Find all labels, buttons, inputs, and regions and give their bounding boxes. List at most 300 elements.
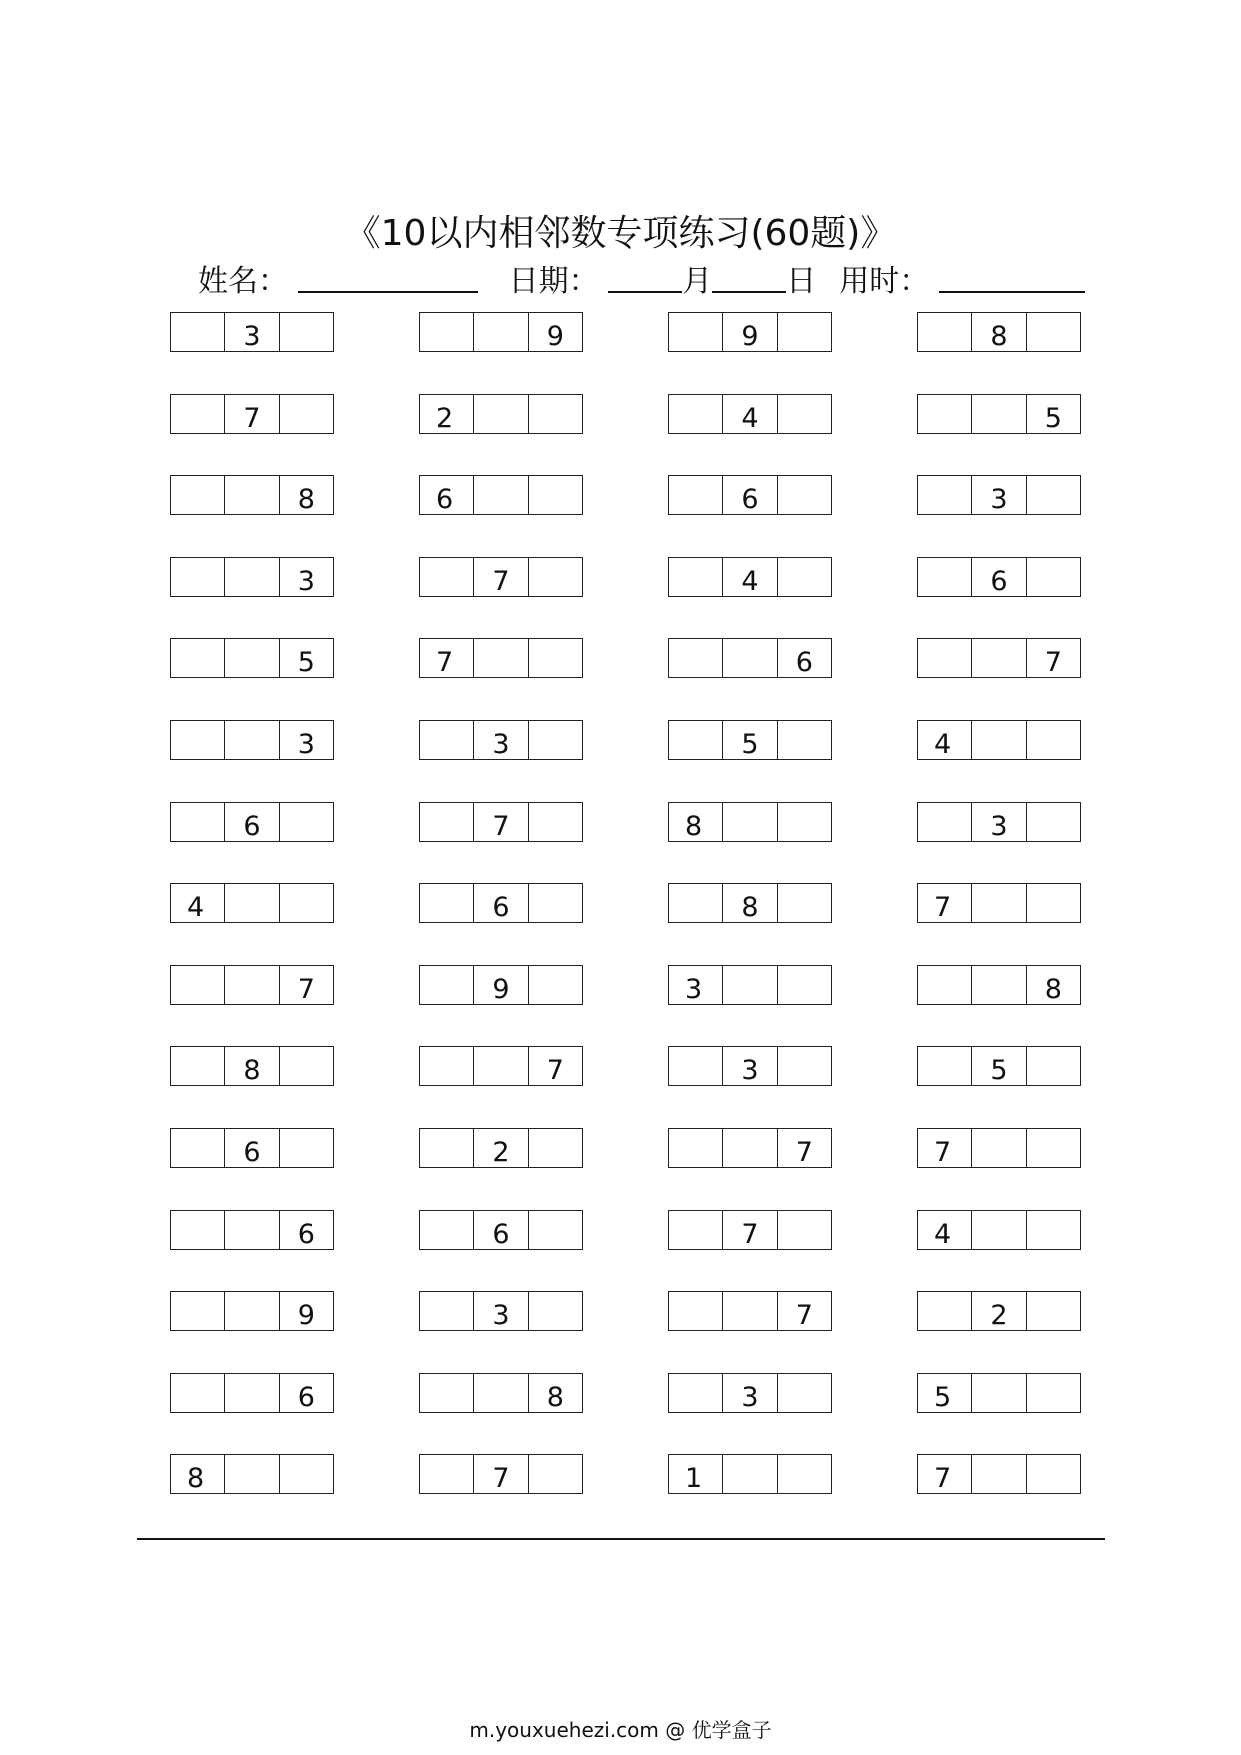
given-number-cell [972, 476, 1026, 514]
adjacent-number-problem [419, 1046, 583, 1086]
given-number-cell [723, 884, 777, 922]
answer-cell[interactable] [918, 1292, 972, 1330]
worksheet-title: 《10以内相邻数专项练习(60题)》 [344, 213, 897, 254]
cell-number: 5 [934, 1382, 952, 1413]
answer-cell[interactable] [171, 721, 225, 759]
cell-number: 3 [990, 484, 1008, 515]
answer-cell[interactable] [972, 721, 1026, 759]
adjacent-number-problem [917, 638, 1081, 678]
adjacent-number-problem [917, 475, 1081, 515]
cell-number: 8 [546, 1382, 564, 1413]
answer-cell[interactable] [723, 966, 777, 1004]
given-number-cell [918, 1455, 972, 1493]
answer-cell[interactable] [225, 1292, 279, 1330]
answer-cell[interactable] [529, 884, 582, 922]
answer-cell[interactable] [723, 639, 777, 677]
answer-cell[interactable] [529, 721, 582, 759]
cell-number: 2 [436, 403, 454, 434]
answer-cell[interactable] [918, 476, 972, 514]
answer-cell[interactable] [972, 1129, 1026, 1167]
answer-cell[interactable] [171, 1047, 225, 1085]
answer-cell[interactable] [225, 721, 279, 759]
cell-number: 8 [685, 811, 703, 842]
adjacent-number-problem [668, 1210, 832, 1250]
cell-number: 7 [795, 1137, 813, 1168]
adjacent-number-problem [917, 394, 1081, 434]
adjacent-number-problem [170, 1373, 334, 1413]
answer-cell[interactable] [225, 1374, 279, 1412]
given-number-cell [972, 558, 1026, 596]
answer-cell[interactable] [1027, 1292, 1080, 1330]
answer-cell[interactable] [972, 884, 1026, 922]
given-number-cell [280, 558, 333, 596]
adjacent-number-problem [170, 965, 334, 1005]
adjacent-number-problem [170, 883, 334, 923]
adjacent-number-problem [917, 1373, 1081, 1413]
given-number-cell [420, 639, 474, 677]
cell-number: 6 [243, 811, 261, 842]
answer-cell[interactable] [529, 1211, 582, 1249]
answer-cell[interactable] [420, 1374, 474, 1412]
adjacent-number-problem [170, 394, 334, 434]
cell-number: 7 [795, 1300, 813, 1331]
answer-cell[interactable] [1027, 1129, 1080, 1167]
answer-cell[interactable] [474, 476, 528, 514]
answer-cell[interactable] [420, 721, 474, 759]
adjacent-number-problem [668, 475, 832, 515]
adjacent-number-problem [917, 557, 1081, 597]
answer-cell[interactable] [669, 1129, 723, 1167]
answer-cell[interactable] [171, 1374, 225, 1412]
given-number-cell [280, 476, 333, 514]
adjacent-number-problem [419, 638, 583, 678]
answer-cell[interactable] [420, 1292, 474, 1330]
adjacent-number-problem [419, 312, 583, 352]
cell-number: 3 [685, 974, 703, 1005]
cell-number: 3 [243, 321, 261, 352]
cell-number: 7 [297, 974, 315, 1005]
day-label: 日 [786, 264, 817, 299]
cell-number: 9 [492, 974, 510, 1005]
adjacent-number-problem [917, 1210, 1081, 1250]
adjacent-number-problem [419, 802, 583, 842]
given-number-cell [280, 721, 333, 759]
cell-number: 3 [297, 566, 315, 597]
given-number-cell [778, 1292, 831, 1330]
given-number-cell [723, 721, 777, 759]
adjacent-number-problem [917, 1046, 1081, 1086]
given-number-cell [171, 1455, 225, 1493]
answer-cell[interactable] [669, 1292, 723, 1330]
cell-number: 8 [990, 321, 1008, 352]
cell-number: 4 [934, 729, 952, 760]
given-number-cell [529, 313, 582, 351]
adjacent-number-problem [419, 475, 583, 515]
given-number-cell [280, 1211, 333, 1249]
answer-cell[interactable] [669, 313, 723, 351]
adjacent-number-problem [668, 557, 832, 597]
given-number-cell [280, 1292, 333, 1330]
answer-cell[interactable] [918, 1047, 972, 1085]
answer-cell[interactable] [474, 639, 528, 677]
cell-number: 3 [492, 729, 510, 760]
answer-cell[interactable] [225, 476, 279, 514]
adjacent-number-problem [419, 394, 583, 434]
given-number-cell [669, 966, 723, 1004]
answer-cell[interactable] [420, 313, 474, 351]
answer-cell[interactable] [474, 313, 528, 351]
answer-cell[interactable] [1027, 313, 1080, 351]
given-number-cell [474, 1455, 528, 1493]
answer-cell[interactable] [723, 1292, 777, 1330]
adjacent-number-problem [668, 1291, 832, 1331]
cell-number: 4 [741, 566, 759, 597]
answer-cell[interactable] [171, 1211, 225, 1249]
given-number-cell [529, 1047, 582, 1085]
adjacent-number-problem [917, 965, 1081, 1005]
adjacent-number-problem [668, 802, 832, 842]
answer-cell[interactable] [529, 395, 582, 433]
answer-cell[interactable] [529, 1292, 582, 1330]
answer-cell[interactable] [972, 395, 1026, 433]
adjacent-number-problem [917, 1454, 1081, 1494]
answer-cell[interactable] [723, 803, 777, 841]
cell-number: 3 [741, 1055, 759, 1086]
cell-number: 2 [990, 1300, 1008, 1331]
answer-cell[interactable] [778, 884, 831, 922]
answer-cell[interactable] [972, 639, 1026, 677]
cell-number: 7 [243, 403, 261, 434]
cell-number: 4 [187, 892, 205, 923]
cell-number: 7 [492, 566, 510, 597]
answer-cell[interactable] [280, 1455, 333, 1493]
answer-cell[interactable] [474, 1374, 528, 1412]
cell-number: 6 [990, 566, 1008, 597]
answer-cell[interactable] [1027, 558, 1080, 596]
given-number-cell [723, 1211, 777, 1249]
cell-number: 7 [436, 647, 454, 678]
cell-number: 6 [297, 1382, 315, 1413]
answer-cell[interactable] [280, 1047, 333, 1085]
answer-cell[interactable] [723, 1455, 777, 1493]
answer-cell[interactable] [778, 313, 831, 351]
adjacent-number-problem [419, 1373, 583, 1413]
answer-cell[interactable] [529, 1455, 582, 1493]
cell-number: 6 [436, 484, 454, 515]
cell-number: 3 [492, 1300, 510, 1331]
adjacent-number-problem [419, 965, 583, 1005]
cell-number: 8 [187, 1463, 205, 1494]
given-number-cell [1027, 966, 1080, 1004]
adjacent-number-problem [170, 802, 334, 842]
answer-cell[interactable] [778, 721, 831, 759]
given-number-cell [225, 803, 279, 841]
answer-cell[interactable] [778, 558, 831, 596]
cell-number: 6 [297, 1219, 315, 1250]
answer-cell[interactable] [972, 1374, 1026, 1412]
given-number-cell [669, 1455, 723, 1493]
answer-cell[interactable] [474, 1047, 528, 1085]
given-number-cell [1027, 395, 1080, 433]
adjacent-number-problem [419, 1210, 583, 1250]
cell-number: 7 [492, 811, 510, 842]
cell-number: 4 [934, 1219, 952, 1250]
given-number-cell [420, 476, 474, 514]
given-number-cell [225, 1129, 279, 1167]
answer-cell[interactable] [420, 1455, 474, 1493]
given-number-cell [474, 721, 528, 759]
answer-cell[interactable] [778, 1374, 831, 1412]
given-number-cell [474, 966, 528, 1004]
answer-cell[interactable] [669, 1374, 723, 1412]
adjacent-number-problem [917, 802, 1081, 842]
answer-cell[interactable] [1027, 476, 1080, 514]
answer-cell[interactable] [1027, 1211, 1080, 1249]
given-number-cell [225, 395, 279, 433]
given-number-cell [420, 395, 474, 433]
cell-number: 7 [741, 1219, 759, 1250]
answer-cell[interactable] [225, 966, 279, 1004]
cell-number: 4 [741, 403, 759, 434]
adjacent-number-problem [170, 720, 334, 760]
answer-cell[interactable] [171, 639, 225, 677]
given-number-cell [171, 884, 225, 922]
answer-cell[interactable] [420, 1047, 474, 1085]
answer-cell[interactable] [280, 1129, 333, 1167]
cell-number: 2 [492, 1137, 510, 1168]
cell-number: 6 [243, 1137, 261, 1168]
month-label: 月 [682, 264, 713, 299]
answer-cell[interactable] [420, 966, 474, 1004]
answer-cell[interactable] [918, 803, 972, 841]
answer-cell[interactable] [972, 1211, 1026, 1249]
answer-cell[interactable] [225, 1455, 279, 1493]
answer-cell[interactable] [972, 1455, 1026, 1493]
answer-cell[interactable] [171, 803, 225, 841]
adjacent-number-problem [668, 394, 832, 434]
cell-number: 8 [243, 1055, 261, 1086]
given-number-cell [474, 803, 528, 841]
cell-number: 9 [546, 321, 564, 352]
answer-cell[interactable] [171, 1129, 225, 1167]
answer-cell[interactable] [1027, 884, 1080, 922]
date-label: 日期： [508, 264, 599, 299]
answer-cell[interactable] [669, 721, 723, 759]
given-number-cell [280, 639, 333, 677]
given-number-cell [918, 1129, 972, 1167]
answer-cell[interactable] [474, 395, 528, 433]
answer-cell[interactable] [669, 395, 723, 433]
answer-cell[interactable] [529, 966, 582, 1004]
answer-cell[interactable] [918, 966, 972, 1004]
answer-cell[interactable] [669, 476, 723, 514]
given-number-cell [474, 1129, 528, 1167]
given-number-cell [723, 395, 777, 433]
adjacent-number-problem [668, 638, 832, 678]
answer-cell[interactable] [778, 476, 831, 514]
cell-number: 5 [1044, 403, 1062, 434]
cell-number: 7 [934, 1463, 952, 1494]
given-number-cell [723, 558, 777, 596]
answer-cell[interactable] [918, 639, 972, 677]
answer-cell[interactable] [778, 1211, 831, 1249]
adjacent-number-problem [668, 1373, 832, 1413]
footer-watermark: m.youxuehezi.com @ 优学盒子 [469, 1718, 772, 1742]
answer-cell[interactable] [171, 966, 225, 1004]
adjacent-number-problem [668, 1046, 832, 1086]
cell-number: 3 [990, 811, 1008, 842]
adjacent-number-problem [668, 965, 832, 1005]
answer-cell[interactable] [420, 803, 474, 841]
adjacent-number-problem [170, 1128, 334, 1168]
adjacent-number-problem [917, 1128, 1081, 1168]
adjacent-number-problem [419, 1128, 583, 1168]
answer-cell[interactable] [778, 395, 831, 433]
adjacent-number-problem [170, 1291, 334, 1331]
answer-cell[interactable] [225, 1211, 279, 1249]
answer-cell[interactable] [171, 1292, 225, 1330]
answer-cell[interactable] [778, 966, 831, 1004]
given-number-cell [972, 1292, 1026, 1330]
given-number-cell [225, 313, 279, 351]
cell-number: 5 [741, 729, 759, 760]
answer-cell[interactable] [972, 966, 1026, 1004]
answer-cell[interactable] [1027, 721, 1080, 759]
answer-cell[interactable] [420, 884, 474, 922]
given-number-cell [972, 1047, 1026, 1085]
answer-cell[interactable] [420, 1211, 474, 1249]
answer-cell[interactable] [280, 313, 333, 351]
cell-number: 6 [741, 484, 759, 515]
given-number-cell [280, 1374, 333, 1412]
answer-cell[interactable] [225, 884, 279, 922]
cell-number: 1 [685, 1463, 703, 1494]
given-number-cell [972, 313, 1026, 351]
answer-cell[interactable] [669, 558, 723, 596]
adjacent-number-problem [419, 1291, 583, 1331]
given-number-cell [225, 1047, 279, 1085]
given-number-cell [474, 558, 528, 596]
answer-cell[interactable] [669, 884, 723, 922]
answer-cell[interactable] [778, 1047, 831, 1085]
cell-number: 7 [934, 892, 952, 923]
answer-cell[interactable] [918, 558, 972, 596]
given-number-cell [918, 1211, 972, 1249]
answer-cell[interactable] [529, 476, 582, 514]
cell-number: 6 [492, 892, 510, 923]
given-number-cell [669, 803, 723, 841]
adjacent-number-problem [170, 312, 334, 352]
time-label: 用时： [839, 264, 930, 299]
adjacent-number-problem [419, 1454, 583, 1494]
answer-cell[interactable] [171, 395, 225, 433]
given-number-cell [474, 1292, 528, 1330]
answer-cell[interactable] [280, 884, 333, 922]
answer-cell[interactable] [225, 639, 279, 677]
adjacent-number-problem [170, 557, 334, 597]
answer-cell[interactable] [420, 1129, 474, 1167]
cell-number: 5 [297, 647, 315, 678]
answer-cell[interactable] [918, 395, 972, 433]
answer-cell[interactable] [420, 558, 474, 596]
given-number-cell [778, 1129, 831, 1167]
cell-number: 9 [297, 1300, 315, 1331]
given-number-cell [972, 803, 1026, 841]
cell-number: 3 [297, 729, 315, 760]
given-number-cell [529, 1374, 582, 1412]
cell-number: 6 [492, 1219, 510, 1250]
answer-cell[interactable] [778, 1455, 831, 1493]
adjacent-number-problem [170, 475, 334, 515]
given-number-cell [474, 1211, 528, 1249]
cell-number: 6 [795, 647, 813, 678]
adjacent-number-problem [170, 1046, 334, 1086]
answer-cell[interactable] [669, 1047, 723, 1085]
answer-cell[interactable] [669, 639, 723, 677]
answer-cell[interactable] [1027, 1455, 1080, 1493]
adjacent-number-problem [668, 883, 832, 923]
name-label: 姓名： [198, 264, 288, 299]
adjacent-number-problem [419, 883, 583, 923]
adjacent-number-problem [170, 1454, 334, 1494]
cell-number: 7 [546, 1055, 564, 1086]
given-number-cell [474, 884, 528, 922]
adjacent-number-problem [917, 720, 1081, 760]
answer-cell[interactable] [669, 1211, 723, 1249]
cell-number: 8 [741, 892, 759, 923]
given-number-cell [723, 313, 777, 351]
answer-cell[interactable] [529, 639, 582, 677]
cell-number: 7 [492, 1463, 510, 1494]
answer-cell[interactable] [171, 558, 225, 596]
answer-cell[interactable] [918, 313, 972, 351]
adjacent-number-problem [170, 1210, 334, 1250]
given-number-cell [1027, 639, 1080, 677]
answer-cell[interactable] [529, 558, 582, 596]
cell-number: 3 [741, 1382, 759, 1413]
adjacent-number-problem [917, 312, 1081, 352]
adjacent-number-problem [668, 720, 832, 760]
adjacent-number-problem [419, 720, 583, 760]
given-number-cell [723, 1047, 777, 1085]
adjacent-number-problem [419, 557, 583, 597]
answer-cell[interactable] [529, 803, 582, 841]
answer-cell[interactable] [778, 803, 831, 841]
given-number-cell [280, 966, 333, 1004]
answer-cell[interactable] [1027, 803, 1080, 841]
answer-cell[interactable] [1027, 1374, 1080, 1412]
answer-cell[interactable] [280, 803, 333, 841]
adjacent-number-problem [668, 1128, 832, 1168]
answer-cell[interactable] [529, 1129, 582, 1167]
adjacent-number-problem [668, 312, 832, 352]
answer-cell[interactable] [225, 558, 279, 596]
answer-cell[interactable] [171, 313, 225, 351]
answer-cell[interactable] [171, 476, 225, 514]
adjacent-number-problem [917, 883, 1081, 923]
cell-number: 7 [1044, 647, 1062, 678]
answer-cell[interactable] [1027, 1047, 1080, 1085]
cell-number: 8 [1044, 974, 1062, 1005]
cell-number: 7 [934, 1137, 952, 1168]
given-number-cell [918, 1374, 972, 1412]
given-number-cell [778, 639, 831, 677]
cell-number: 8 [297, 484, 315, 515]
answer-cell[interactable] [280, 395, 333, 433]
answer-cell[interactable] [723, 1129, 777, 1167]
given-number-cell [723, 1374, 777, 1412]
adjacent-number-problem [917, 1291, 1081, 1331]
